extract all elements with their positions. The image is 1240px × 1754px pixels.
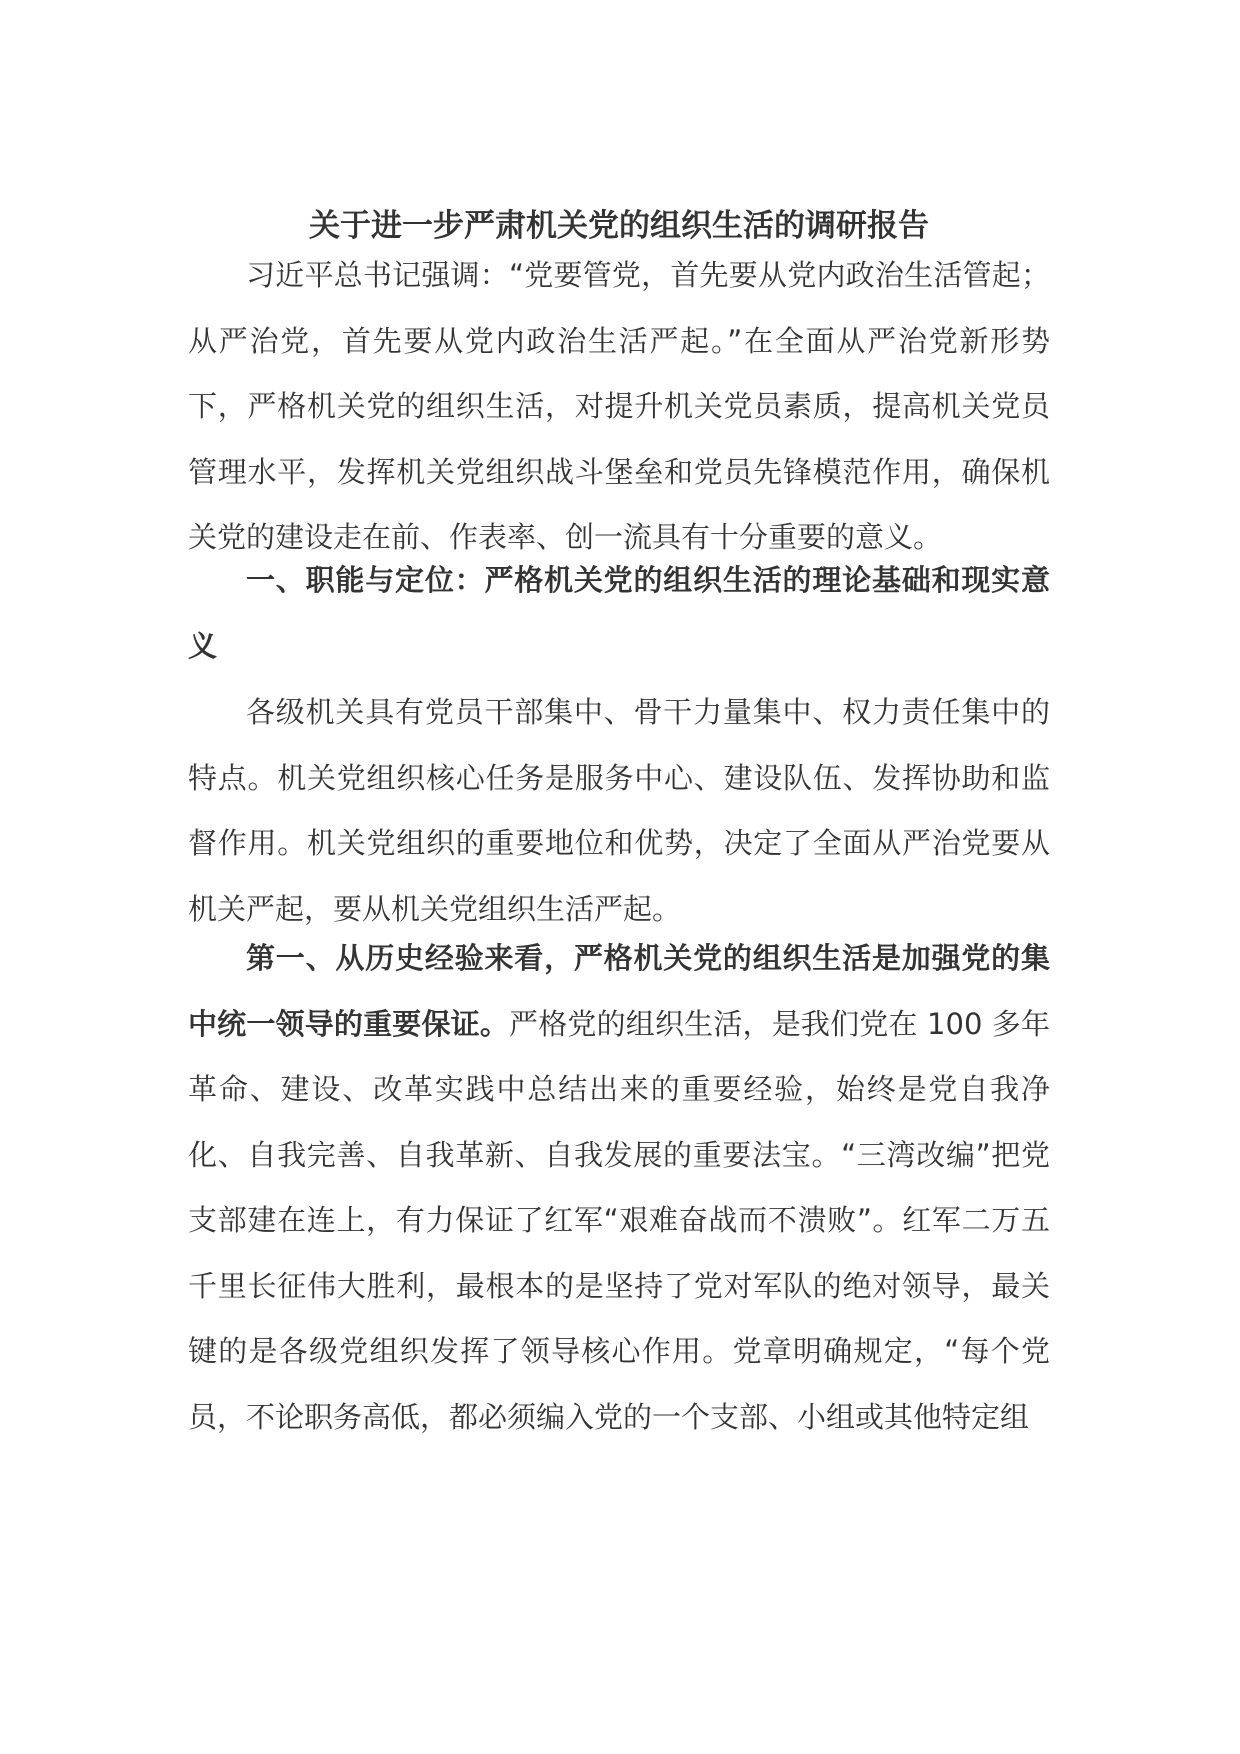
- section-1-heading: 一、职能与定位：严格机关党的组织生活的理论基础和现实意义: [188, 563, 1050, 663]
- point-1-lead: 第一、从历史经验来看，严格机关党的组织生活是加强党的集中统一领导的重要保证。: [188, 941, 1050, 1041]
- point-1-body: 严格党的组织生活，是我们党在 100 多年革命、建设、改革实践中总结出来的重要经验，始终是党自我净化、自我完善、自我革新、自我发展的重要法宝。“三湾改编”把党支部建在连上，有力保证了红军“艰难奋战而不溃败”。红军二万五千里长征伟大胜利，最根本的是坚持了党对军队的绝对领导，最关键的是各级党组织发挥了领导核心作用。党章明确规定，“每个党员，不论职务高低，都必须编入党的一个支部、小组或其他特定组: [188, 1006, 1050, 1434]
- point-1-paragraph: [188, 926, 1050, 1450]
- section-1-paragraph: 各级机关具有党员干部集中、骨干力量集中、权力责任集中的特点。机关党组织核心任务是服务中心、建设队伍、发挥协助和监督作用。机关党组织的重要地位和优势，决定了全面从严治党要从机关严起，要从机关党组织生活严起。: [188, 695, 1050, 926]
- document-title: 关于进一步严肃机关党的组织生活的调研报告: [309, 208, 929, 244]
- document-page: [188, 0, 1050, 1754]
- intro-paragraph: 习近平总书记强调：“党要管党，首先要从党内政治生活管起；从严治党，首先要从党内政治生活严起。”在全面从严治党新形势下，严格机关党的组织生活，对提升机关党员素质，提高机关党员管理水平，发挥机关党组织战斗堡垒和党员先锋模范作用，确保机关党的建设走在前、作表率、创一流具有十分重要的意义。: [188, 258, 1050, 554]
